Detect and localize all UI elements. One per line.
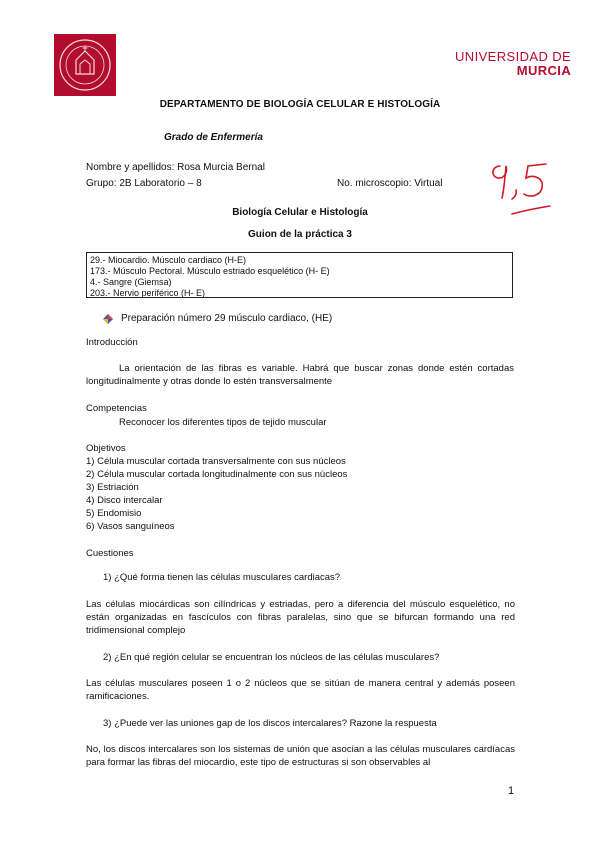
question-3: 3) ¿Puede ver las uniones gap de los discos intercalares? Razone la respuesta — [103, 718, 437, 729]
university-seal-icon — [54, 34, 116, 96]
university-name-line1: UNIVERSIDAD DE — [455, 49, 572, 64]
samples-box — [86, 252, 513, 298]
sample-item: 4.- Sangre (Giemsa) — [90, 277, 172, 287]
list-item: 6) Vasos sanguíneos — [86, 521, 175, 532]
subject-title: Biología Celular e Histología — [232, 207, 368, 218]
student-name: Nombre y apellidos: Rosa Murcia Bernal — [86, 162, 265, 173]
practice-title: Guion de la práctica 3 — [248, 229, 352, 240]
list-item: 4) Disco intercalar — [86, 495, 163, 506]
university-name-line2: MURCIA — [516, 63, 572, 78]
question-2: 2) ¿En qué región celular se encuentran los núcleos de las células musculares? — [103, 652, 440, 663]
question-1: 1) ¿Qué forma tienen las células musculares cardiacas? — [103, 572, 341, 583]
student-group: Grupo: 2B Laboratorio – 8 — [86, 178, 202, 189]
degree-title: Grado de Enfermería — [164, 132, 263, 143]
intro-heading: Introducción — [86, 337, 138, 348]
competencias-text: Reconocer los diferentes tipos de tejido muscular — [119, 417, 327, 428]
competencias-heading: Competencias — [86, 403, 147, 414]
list-item: 3) Estriación — [86, 482, 139, 493]
list-item: 5) Endomisio — [86, 508, 142, 519]
answer-1: Las células miocárdicas son cilíndricas y estriadas, pero a diferencia del músculo esquelético, no están organizadas en fascículos con fibras paralelas, sino que se bifurcan formando una red tridimensional complejo — [86, 599, 515, 636]
cuestiones-heading: Cuestiones — [86, 548, 134, 559]
preparation-line — [103, 313, 332, 324]
objetivos-heading: Objetivos — [86, 443, 126, 454]
objetivos-list — [86, 455, 347, 533]
page-number: 1 — [508, 785, 515, 797]
sample-item: 29.- Miocardio. Músculo cardiaco (H-E) — [90, 255, 247, 265]
department-title: DEPARTAMENTO DE BIOLOGÍA CELULAR E HISTOLOGÍA — [159, 99, 441, 110]
list-item: 2) Célula muscular cortada longitudinalmente con sus núcleos — [86, 469, 348, 480]
sample-item: 203.- Nervio periférico (H- E) — [90, 288, 206, 298]
list-item: 1) Célula muscular cortada transversalmente con sus núcleos — [86, 456, 346, 467]
answer-2: Las células musculares poseen 1 o 2 núcleos que se sitúan de manera central y además poseen ramificaciones. — [86, 678, 515, 702]
preparation-text: Preparación número 29 músculo cardiaco, (HE) — [121, 313, 333, 324]
intro-text: La orientación de las fibras es variable. Habrá que buscar zonas donde estén cortadas longitudinalmente y otras donde lo estén transversalmente — [86, 363, 514, 387]
microscope-number: No. microscopio: Virtual — [337, 178, 443, 189]
sample-item: 173.- Músculo Pectoral. Músculo estriado esquelético (H- E) — [90, 266, 330, 276]
answer-3: No, los discos intercalares son los sistemas de unión que asocian a las células musculares cardíacas para formar las fibras del miocardio, este tipo de estructuras si son observables al — [86, 744, 515, 768]
university-logo-text — [455, 50, 571, 78]
diamond-bullet-icon — [103, 314, 113, 324]
